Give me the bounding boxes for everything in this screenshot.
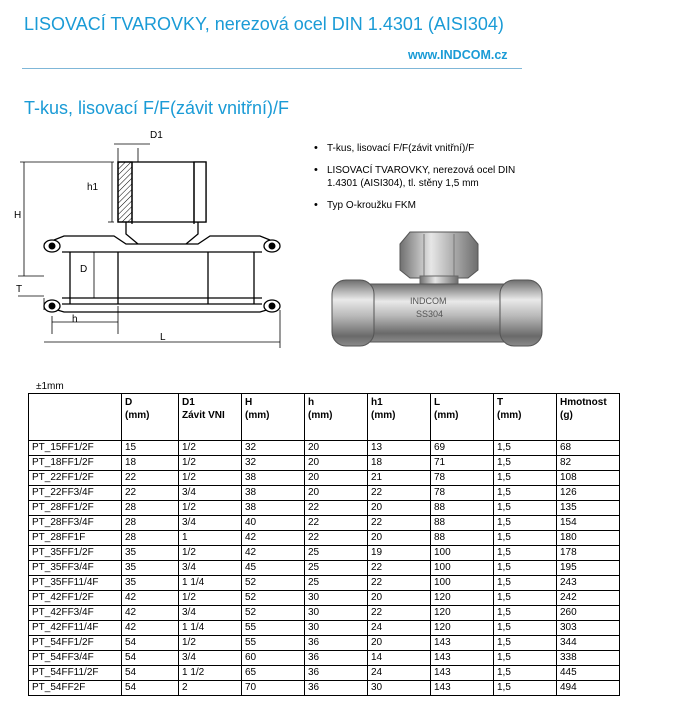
table-cell: 19 [368, 546, 431, 561]
table-cell: 25 [305, 576, 368, 591]
table-cell: 1/2 [179, 636, 242, 651]
product-code-cell: PT_54FF1/2F [29, 636, 122, 651]
table-cell: 30 [305, 591, 368, 606]
product-code-cell: PT_22FF3/4F [29, 486, 122, 501]
label-D: D [80, 264, 88, 275]
table-cell: 1,5 [494, 531, 557, 546]
column-header-unit: (mm) [497, 410, 522, 421]
website-link[interactable]: www.INDCOM.cz [408, 48, 508, 62]
table-cell: 22 [368, 606, 431, 621]
table-cell: 30 [305, 606, 368, 621]
product-code-cell: PT_42FF1/2F [29, 591, 122, 606]
table-cell: 78 [431, 486, 494, 501]
table-cell: 22 [305, 516, 368, 531]
table-cell: 28 [122, 501, 179, 516]
product-title: T-kus, lisovací F/F(závit vnitřní)/F [24, 98, 290, 118]
table-cell: 126 [557, 486, 620, 501]
table-cell: 1,5 [494, 486, 557, 501]
table-cell: 22 [368, 516, 431, 531]
table-cell: 1,5 [494, 501, 557, 516]
table-cell: 28 [122, 531, 179, 546]
column-header-unit: (mm) [245, 410, 270, 421]
column-header [368, 394, 431, 441]
product-code-cell: PT_28FF1F [29, 531, 122, 546]
product-code-cell: PT_28FF3/4F [29, 516, 122, 531]
table-cell: 88 [431, 501, 494, 516]
table-row [29, 516, 620, 531]
table-cell: 54 [122, 636, 179, 651]
table-row [29, 456, 620, 471]
table-cell: 35 [122, 576, 179, 591]
product-features [318, 142, 518, 221]
table-cell: 35 [122, 546, 179, 561]
table-cell: 18 [368, 456, 431, 471]
table-cell: 120 [431, 606, 494, 621]
table-cell: 40 [242, 516, 305, 531]
table-cell: 1 1/2 [179, 666, 242, 681]
table-cell: 30 [305, 621, 368, 636]
table-cell: 108 [557, 471, 620, 486]
column-header-name: H [245, 397, 253, 408]
table-cell: 28 [122, 516, 179, 531]
table-cell: 2 [179, 681, 242, 696]
table-cell: 3/4 [179, 651, 242, 666]
column-header [431, 394, 494, 441]
technical-drawing [14, 126, 304, 348]
table-cell: 3/4 [179, 486, 242, 501]
table-cell: 100 [431, 546, 494, 561]
table-cell: 1/2 [179, 456, 242, 471]
label-D1: D1 [150, 130, 163, 141]
table-cell: 25 [305, 546, 368, 561]
table-cell: 178 [557, 546, 620, 561]
table-cell: 13 [368, 441, 431, 456]
table-cell: 32 [242, 456, 305, 471]
table-cell: 494 [557, 681, 620, 696]
column-header [29, 394, 122, 441]
table-row [29, 501, 620, 516]
table-cell: 242 [557, 591, 620, 606]
table-cell: 1/2 [179, 591, 242, 606]
table-cell: 1/2 [179, 441, 242, 456]
column-header-unit: (mm) [371, 410, 396, 421]
table-cell: 54 [122, 651, 179, 666]
table-cell: 100 [431, 576, 494, 591]
product-code-cell: PT_15FF1/2F [29, 441, 122, 456]
table-cell: 18 [122, 456, 179, 471]
table-cell: 1,5 [494, 591, 557, 606]
table-cell: 36 [305, 651, 368, 666]
table-cell: 1,5 [494, 666, 557, 681]
table-cell: 30 [368, 681, 431, 696]
column-header [557, 394, 620, 441]
table-cell: 1/2 [179, 471, 242, 486]
label-L: L [160, 332, 166, 343]
column-header [179, 394, 242, 441]
table-cell: 35 [122, 561, 179, 576]
column-header-unit: (g) [560, 410, 573, 421]
table-cell: 88 [431, 516, 494, 531]
table-cell: 1,5 [494, 681, 557, 696]
table-cell: 52 [242, 606, 305, 621]
table-cell: 78 [431, 471, 494, 486]
table-cell: 1 1/4 [179, 621, 242, 636]
table-cell: 42 [122, 606, 179, 621]
table-cell: 22 [122, 471, 179, 486]
table-row [29, 576, 620, 591]
product-code-cell: PT_54FF11/2F [29, 666, 122, 681]
table-cell: 22 [305, 501, 368, 516]
table-cell: 54 [122, 666, 179, 681]
table-cell: 1,5 [494, 651, 557, 666]
table-cell: 1,5 [494, 456, 557, 471]
product-photo [328, 226, 548, 356]
table-cell: 1 1/4 [179, 576, 242, 591]
column-header-unit: (mm) [308, 410, 333, 421]
table-cell: 22 [368, 561, 431, 576]
label-T: T [16, 284, 23, 295]
table-cell: 22 [368, 486, 431, 501]
table-cell: 120 [431, 591, 494, 606]
column-header-unit: Závit VNI [182, 410, 225, 421]
table-cell: 38 [242, 471, 305, 486]
table-cell: 135 [557, 501, 620, 516]
table-cell: 338 [557, 651, 620, 666]
header-title: LISOVACÍ TVAROVKY, nerezová ocel DIN 1.4301 (AISI304) [24, 14, 504, 34]
table-cell: 303 [557, 621, 620, 636]
table-cell: 1/2 [179, 501, 242, 516]
table-cell: 15 [122, 441, 179, 456]
table-cell: 36 [305, 666, 368, 681]
table-cell: 1,5 [494, 561, 557, 576]
table-cell: 55 [242, 636, 305, 651]
product-code-cell: PT_54FF3/4F [29, 651, 122, 666]
table-cell: 143 [431, 636, 494, 651]
table-row [29, 531, 620, 546]
column-header-name: T [497, 397, 504, 408]
table-cell: 1,5 [494, 621, 557, 636]
table-cell: 25 [305, 561, 368, 576]
product-code-cell: PT_35FF11/4F [29, 576, 122, 591]
table-cell: 68 [557, 441, 620, 456]
label-h: h [72, 314, 78, 325]
column-header-name: h [308, 397, 315, 408]
table-cell: 52 [242, 591, 305, 606]
product-code-cell: PT_42FF3/4F [29, 606, 122, 621]
table-cell: 1,5 [494, 546, 557, 561]
column-header-name: h1 [371, 397, 383, 408]
column-header-name: L [434, 397, 441, 408]
table-cell: 195 [557, 561, 620, 576]
photo-grade-engraving: SS304 [416, 309, 444, 319]
table-cell: 20 [368, 531, 431, 546]
label-h1: h1 [87, 182, 99, 193]
table-cell: 60 [242, 651, 305, 666]
table-cell: 1,5 [494, 516, 557, 531]
column-header-name: D1 [182, 397, 195, 408]
table-cell: 55 [242, 621, 305, 636]
table-cell: 42 [242, 531, 305, 546]
table-cell: 143 [431, 651, 494, 666]
table-cell: 143 [431, 681, 494, 696]
table-cell: 20 [368, 501, 431, 516]
column-header [122, 394, 179, 441]
table-cell: 70 [242, 681, 305, 696]
photo-brand-engraving: INDCOM [410, 296, 447, 306]
product-code-cell: PT_42FF11/4F [29, 621, 122, 636]
table-cell: 69 [431, 441, 494, 456]
table-row [29, 681, 620, 696]
feature-item: • Typ O-kroužku FKM [318, 199, 518, 212]
table-cell: 120 [431, 621, 494, 636]
product-code-cell: PT_54FF2F [29, 681, 122, 696]
table-cell: 20 [305, 471, 368, 486]
table-cell: 20 [305, 441, 368, 456]
table-header-row [29, 394, 620, 441]
table-cell: 42 [122, 591, 179, 606]
table-cell: 36 [305, 636, 368, 651]
feature-item: • T-kus, lisovací F/F(závit vnitřní)/F [318, 142, 518, 155]
table-cell: 14 [368, 651, 431, 666]
table-cell: 243 [557, 576, 620, 591]
table-cell: 1,5 [494, 606, 557, 621]
table-cell: 3/4 [179, 606, 242, 621]
table-cell: 88 [431, 531, 494, 546]
table-cell: 20 [368, 636, 431, 651]
table-cell: 344 [557, 636, 620, 651]
table-cell: 36 [305, 681, 368, 696]
table-cell: 22 [368, 576, 431, 591]
header-divider [22, 68, 522, 69]
column-header [494, 394, 557, 441]
table-row [29, 486, 620, 501]
table-row [29, 666, 620, 681]
product-code-cell: PT_35FF1/2F [29, 546, 122, 561]
table-cell: 1,5 [494, 576, 557, 591]
table-row [29, 621, 620, 636]
column-header-name: Hmotnost [560, 397, 607, 408]
column-header [305, 394, 368, 441]
table-cell: 1,5 [494, 441, 557, 456]
table-cell: 143 [431, 666, 494, 681]
table-row [29, 636, 620, 651]
table-cell: 65 [242, 666, 305, 681]
product-code-cell: PT_22FF1/2F [29, 471, 122, 486]
table-cell: 1 [179, 531, 242, 546]
table-row [29, 651, 620, 666]
column-header-unit: (mm) [434, 410, 459, 421]
table-cell: 52 [242, 576, 305, 591]
table-cell: 1/2 [179, 546, 242, 561]
table-cell: 20 [305, 486, 368, 501]
table-cell: 3/4 [179, 516, 242, 531]
table-cell: 42 [122, 621, 179, 636]
table-row [29, 441, 620, 456]
table-row [29, 606, 620, 621]
table-cell: 22 [305, 531, 368, 546]
table-cell: 82 [557, 456, 620, 471]
table-row [29, 561, 620, 576]
table-cell: 100 [431, 561, 494, 576]
table-cell: 154 [557, 516, 620, 531]
feature-item: • LISOVACÍ TVAROVKY, nerezová ocel DIN 1.4301 (AISI304), tl. stěny 1,5 mm [318, 164, 518, 190]
table-cell: 24 [368, 666, 431, 681]
table-cell: 22 [122, 486, 179, 501]
table-cell: 45 [242, 561, 305, 576]
table-cell: 32 [242, 441, 305, 456]
table-cell: 38 [242, 486, 305, 501]
table-cell: 71 [431, 456, 494, 471]
table-cell: 1,5 [494, 636, 557, 651]
product-code-cell: PT_18FF1/2F [29, 456, 122, 471]
dimensions-table [28, 393, 620, 696]
product-code-cell: PT_35FF3/4F [29, 561, 122, 576]
table-cell: 445 [557, 666, 620, 681]
column-header-name: D [125, 397, 133, 408]
table-cell: 20 [305, 456, 368, 471]
table-cell: 260 [557, 606, 620, 621]
table-cell: 20 [368, 591, 431, 606]
table-cell: 54 [122, 681, 179, 696]
label-H: H [14, 210, 22, 221]
table-row [29, 546, 620, 561]
table-cell: 1,5 [494, 471, 557, 486]
table-cell: 42 [242, 546, 305, 561]
table-row [29, 591, 620, 606]
product-code-cell: PT_28FF1/2F [29, 501, 122, 516]
column-header [242, 394, 305, 441]
column-header-unit: (mm) [125, 410, 150, 421]
table-cell: 24 [368, 621, 431, 636]
table-cell: 21 [368, 471, 431, 486]
table-cell: 38 [242, 501, 305, 516]
tolerance-note: ±1mm [36, 381, 64, 392]
table-cell: 3/4 [179, 561, 242, 576]
table-cell: 180 [557, 531, 620, 546]
table-row [29, 471, 620, 486]
